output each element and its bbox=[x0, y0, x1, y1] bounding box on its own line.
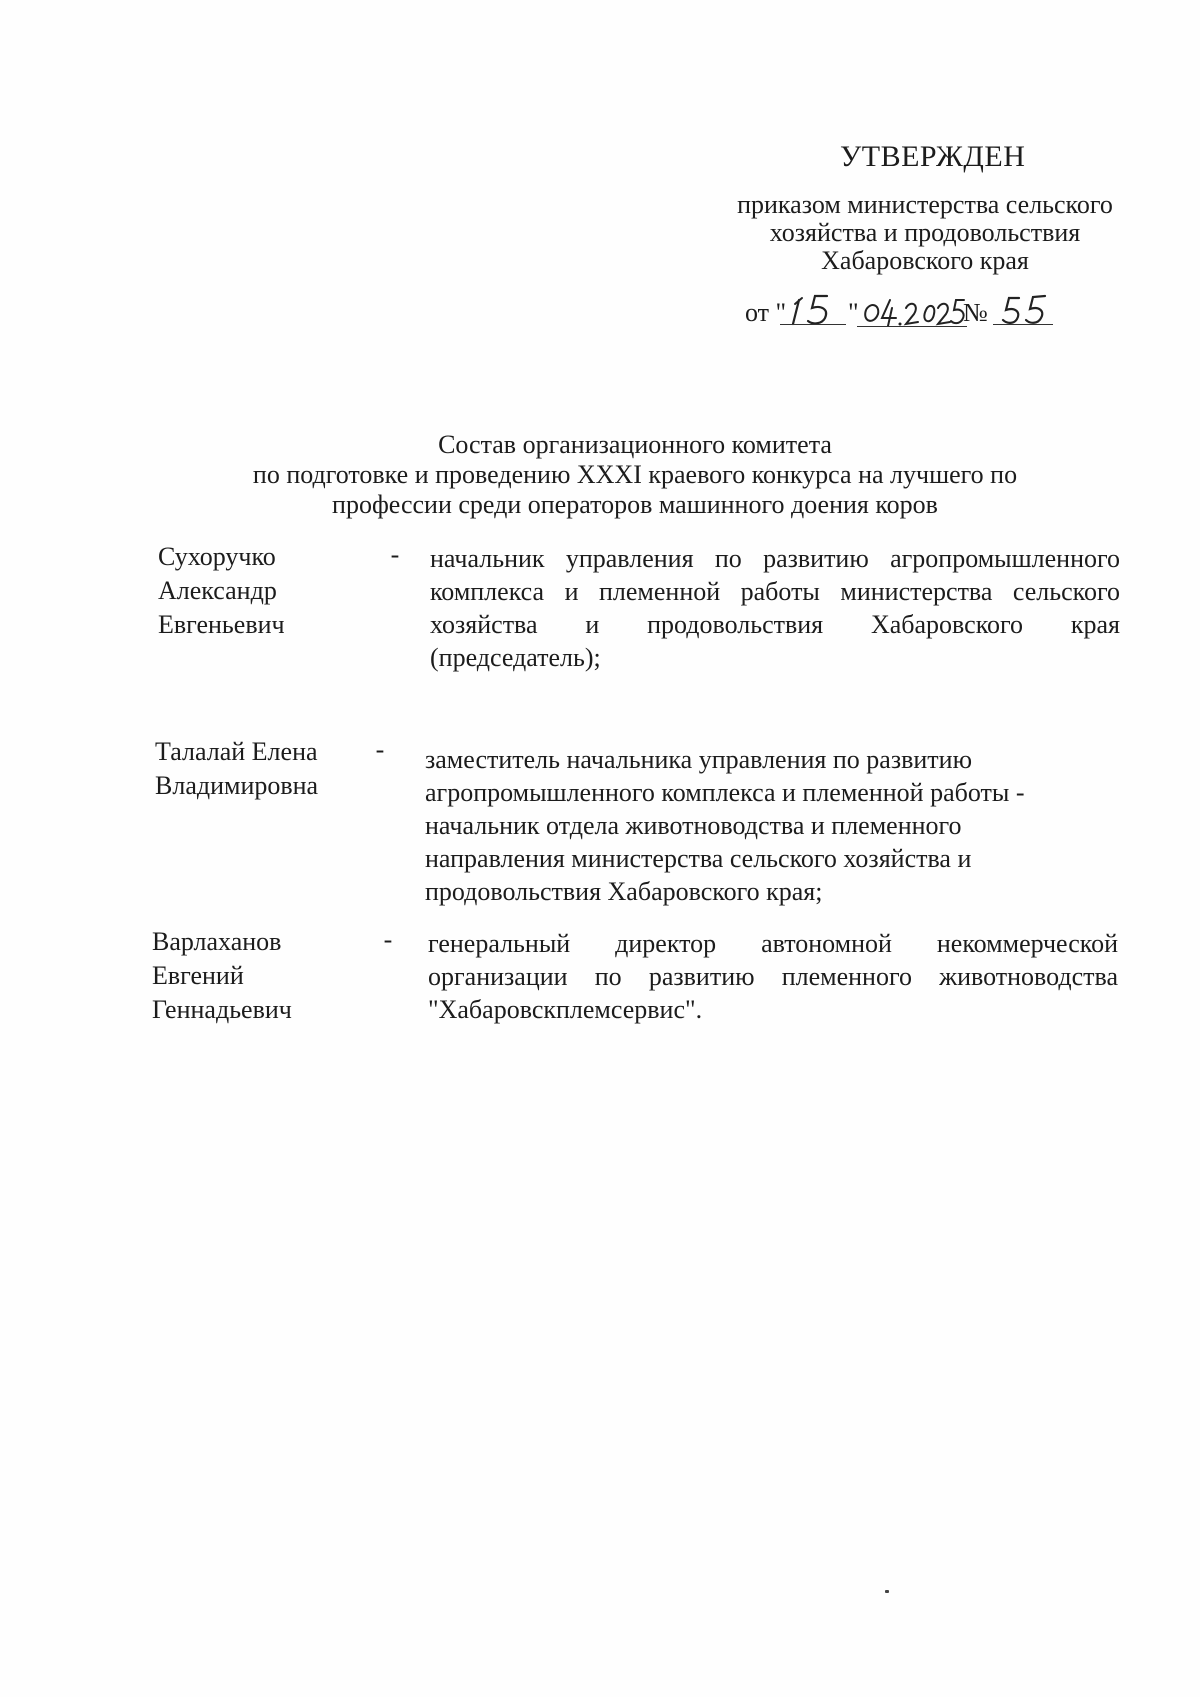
committee-heading bbox=[190, 430, 1080, 520]
heading-line: Состав организационного комитета bbox=[438, 430, 832, 459]
month-underline bbox=[857, 326, 967, 327]
member-name bbox=[155, 735, 385, 803]
member-name bbox=[152, 925, 382, 1027]
member-name-line: Александр bbox=[158, 576, 277, 605]
approved-title: УТВЕРЖДЕН bbox=[840, 140, 1026, 173]
member-name-line: Варлаханов bbox=[152, 927, 282, 956]
member-role: генеральный директор автономной некоммерческой организации по развитию племенного животноводства "Хабаровскплемсервис". bbox=[428, 929, 1118, 1024]
member-role-line: направления министерства сельского хозяйства и bbox=[425, 844, 972, 873]
number-sign: № bbox=[963, 298, 988, 327]
date-prefix: от " bbox=[745, 298, 787, 327]
member-name-line: Сухоручко bbox=[158, 542, 276, 571]
member-role: начальник управления по развитию агропромышленного комплекса и племенной работы министерства сельского хозяйства и продовольствия Хабаровского края (председатель); bbox=[430, 544, 1120, 672]
date-underline bbox=[780, 324, 846, 325]
heading-line: профессии среди операторов машинного доения коров bbox=[332, 490, 938, 519]
number-underline bbox=[993, 324, 1053, 325]
approval-line: хозяйства и продовольствия bbox=[769, 218, 1081, 247]
scan-speck bbox=[885, 1590, 889, 1593]
member-role bbox=[425, 743, 1115, 908]
member-role-line: агропромышленного комплекса и племенной работы - bbox=[425, 778, 1025, 807]
member-name bbox=[158, 540, 388, 642]
member-dash: - bbox=[390, 540, 400, 569]
member-role-line: заместитель начальника управления по развитию bbox=[425, 745, 973, 774]
date-mid-quote: " bbox=[848, 298, 859, 327]
member-dash: - bbox=[375, 735, 385, 764]
member-role-line: начальник отдела животноводства и племенного bbox=[425, 811, 962, 840]
member-name-line: Евгеньевич bbox=[158, 610, 285, 639]
member-name-line: Евгений bbox=[152, 961, 244, 990]
heading-line: по подготовке и проведению XXXI краевого конкурса на лучшего по bbox=[252, 460, 1018, 489]
handwritten-month-year bbox=[860, 292, 970, 330]
member-name-line: Геннадьевич bbox=[152, 995, 292, 1024]
member-name-line: Владимировна bbox=[155, 771, 319, 800]
approval-line: Хабаровского края bbox=[821, 246, 1029, 275]
member-dash: - bbox=[383, 925, 393, 954]
approval-line: приказом министерства сельского bbox=[737, 190, 1113, 219]
order-date-row bbox=[745, 290, 1145, 334]
member-role-line: продовольствия Хабаровского края; bbox=[425, 877, 823, 906]
member-name-line: Талалай Елена bbox=[155, 737, 318, 766]
